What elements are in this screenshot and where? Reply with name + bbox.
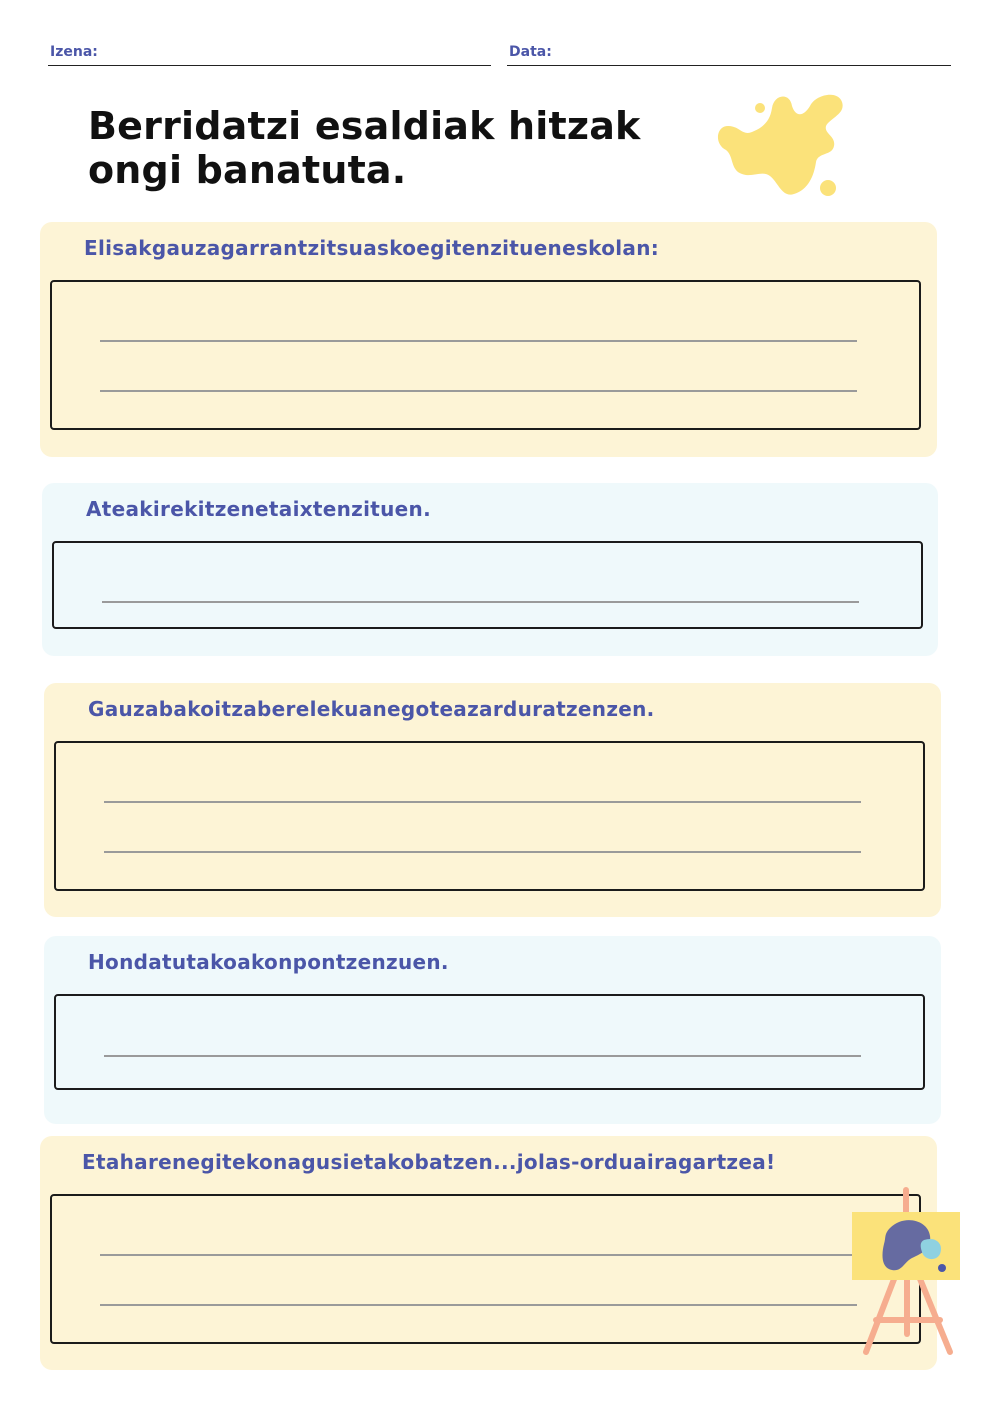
- exercise-card-5: [40, 1136, 937, 1370]
- exercise-prompt: Hondatutakoakonpontzenzuen.: [88, 950, 449, 974]
- exercise-prompt: Ateakirekitzenetaixtenzituen.: [86, 497, 431, 521]
- exercise-prompt: Etaharenegitekonagusietakobatzen...jolas-orduairagartzea!: [82, 1150, 776, 1174]
- writing-line: [104, 801, 861, 803]
- exercise-prompt: Gauzabakoitzaberelekuanegoteazarduratzenzen.: [88, 697, 655, 721]
- exercise-prompt: Elisakgauzagarrantzitsuaskoegitenzitueneskolan:: [84, 236, 660, 260]
- answer-box[interactable]: [54, 994, 925, 1090]
- easel-icon: [846, 1184, 966, 1360]
- paint-splash-icon: [712, 86, 854, 200]
- writing-line: [102, 601, 859, 603]
- exercise-card-1: [40, 222, 937, 457]
- date-label: Data:: [509, 44, 552, 60]
- answer-box[interactable]: [50, 280, 921, 430]
- exercise-card-3: [44, 683, 941, 917]
- date-field-line[interactable]: [507, 65, 951, 66]
- answer-box[interactable]: [54, 741, 925, 891]
- writing-line: [100, 390, 857, 392]
- writing-line: [100, 340, 857, 342]
- title-line-1: Berridatzi esaldiak hitzak: [88, 104, 641, 148]
- exercise-card-4: [44, 936, 941, 1124]
- page-title: [88, 104, 688, 192]
- name-label: Izena:: [50, 44, 98, 60]
- answer-box[interactable]: [52, 541, 923, 629]
- writing-line: [104, 851, 861, 853]
- exercise-card-2: [42, 483, 938, 656]
- answer-box[interactable]: [50, 1194, 921, 1344]
- title-line-2: ongi banatuta.: [88, 148, 407, 192]
- name-field-line[interactable]: [48, 65, 491, 66]
- writing-line: [100, 1254, 857, 1256]
- writing-line: [100, 1304, 857, 1306]
- writing-line: [104, 1055, 861, 1057]
